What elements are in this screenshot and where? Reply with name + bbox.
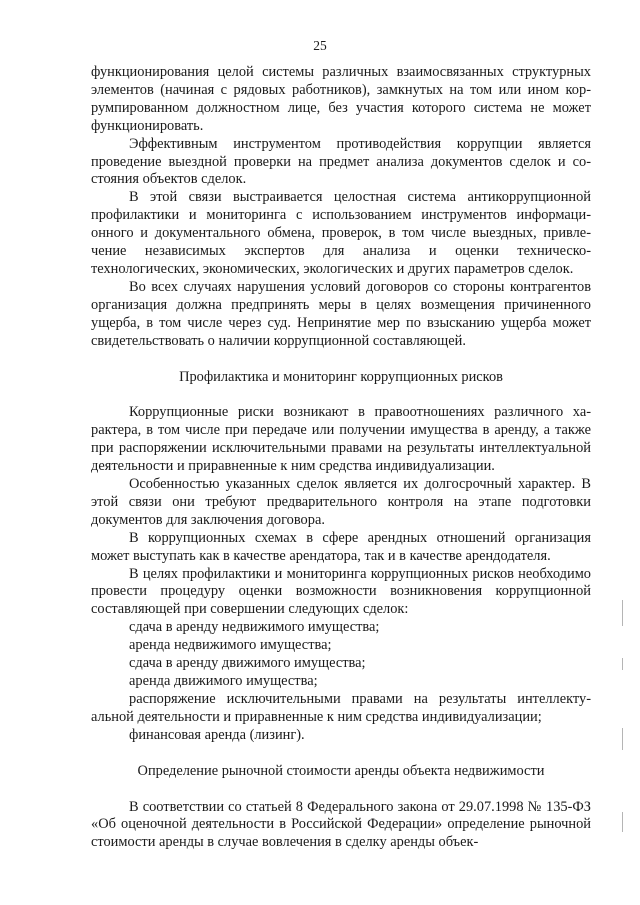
scan-mark: [622, 600, 623, 626]
section-heading: Определение рыночной стоимости аренды объекта недвижимости: [137, 762, 545, 779]
list-item: сдача в аренду недвижимого имущества;: [129, 619, 380, 636]
list-item: аренда движимого имущества;: [129, 673, 318, 689]
paragraph: Коррупционные риски возникают в правоотношениях различного характера, в том числе при передаче или получении имущества в аренду, а также при распоряжении исключительными правами на результаты интеллектуальной деятельности и приравненные к ним средства индивидуализации.: [91, 404, 591, 475]
document-body: [91, 64, 591, 852]
list-item: распоряжение исключительными правами на результаты интеллектуальной деятельности и приравненные к ним средства индивидуализации;: [91, 690, 591, 725]
spacer: [91, 351, 591, 369]
list-item: сдача в аренду движимого имущества;: [129, 655, 366, 672]
paragraph: Эффективным инструментом противодействия коррупции является проведение выездной проверки на предмет анализа документов сделок и состояния объектов сделок.: [91, 135, 591, 188]
spacer: [91, 781, 591, 799]
section-heading: Профилактика и мониторинг коррупционных рисков: [179, 368, 503, 385]
scan-mark: [622, 812, 623, 832]
page-number: 25: [313, 38, 327, 53]
paragraph: В соответствии со статьей 8 Федерального закона от 29.07.1998 № 135-ФЗ «Об оценочной деятельности в Российской Федерации» определение рыночной стоимости аренды в случае вовлечения в сделку аренды объек-: [91, 798, 591, 851]
scan-mark: [622, 658, 623, 670]
spacer: [91, 745, 591, 763]
spacer: [91, 386, 591, 404]
paragraph: В этой связи выстраивается целостная система антикоррупционной профилактики и мониторинга с использованием инструментов информационного и документального обмена, проверок, в том числе выездных, привлечение независимых экспертов для анализа и оценки техническо-технологических, экономических, экологических и других параметров сделок.: [91, 189, 591, 277]
paragraph: В целях профилактики и мониторинга коррупционных рисков необходимо провести процедуру оценки возможности возникновения коррупционной составляющей при совершении следующих сделок:: [91, 565, 591, 618]
list-item: финансовая аренда (лизинг).: [129, 726, 305, 743]
paragraph: Особенностью указанных сделок является их долгосрочный характер. В этой связи они требуют предварительного контроля на этапе подготовки документов для заключения договора.: [91, 476, 591, 528]
paragraph: функционирования целой системы различных взаимосвязанных структурных элементов (начиная с рядовых работников), замкнутых на том или ином коррумпированном должностном лице, без участия которого система не может функционировать.: [91, 64, 591, 134]
scan-margin-marks: [622, 0, 628, 905]
scan-mark: [622, 728, 623, 750]
paragraph: В коррупционных схемах в сфере арендных отношений организация может выступать как в качестве арендатора, так и в качестве арендодателя.: [91, 529, 591, 564]
paragraph: Во всех случаях нарушения условий договоров со стороны контрагентов организация должна предпринять меры в целях возмещения причиненного ущерба, в том числе через суд. Непринятие мер по взысканию ущерба может свидетельствовать о наличии коррупционной составляющей.: [91, 278, 591, 349]
list-item: аренда недвижимого имущества;: [129, 637, 332, 654]
